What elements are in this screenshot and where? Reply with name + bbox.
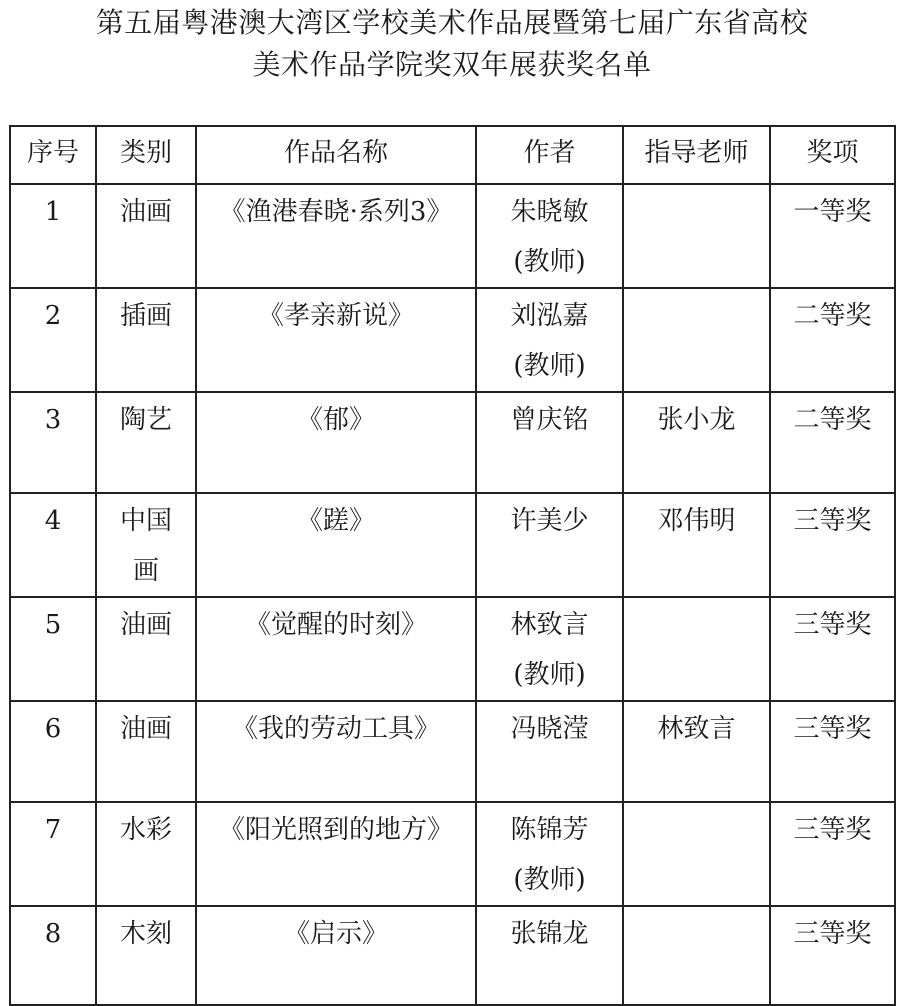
author-name: 刘泓嘉 <box>510 301 589 331</box>
author-note: (教师) <box>513 865 586 895</box>
cell-work: 《启示》 <box>196 906 476 1005</box>
header-work: 作品名称 <box>196 126 476 184</box>
category-text: 水彩 <box>119 815 172 845</box>
cell-advisor: 张小龙 <box>623 392 770 493</box>
category-text: 中国画 <box>119 506 172 586</box>
cell-advisor: 林致言 <box>623 701 770 802</box>
table-row <box>10 184 895 288</box>
header-author: 作者 <box>476 126 623 184</box>
cell-advisor <box>623 597 770 701</box>
table-row <box>10 392 895 493</box>
cell-award: 三等奖 <box>770 906 895 1005</box>
cell-author <box>476 184 623 288</box>
cell-no: 8 <box>10 906 96 1005</box>
category-text: 插画 <box>119 301 172 331</box>
cell-award: 三等奖 <box>770 802 895 906</box>
cell-category <box>96 906 196 1005</box>
header-category: 类别 <box>96 126 196 184</box>
author-name: 林致言 <box>510 610 589 640</box>
cell-author <box>476 701 623 802</box>
cell-no: 2 <box>10 288 96 392</box>
cell-category <box>96 184 196 288</box>
author-name: 张锦龙 <box>510 919 589 949</box>
cell-advisor <box>623 184 770 288</box>
cell-advisor: 邓伟明 <box>623 493 770 597</box>
table-header-row <box>10 126 895 184</box>
cell-category <box>96 288 196 392</box>
cell-author <box>476 802 623 906</box>
cell-work: 《渔港春晓·系列3》 <box>196 184 476 288</box>
category-text: 木刻 <box>119 919 172 949</box>
cell-category <box>96 493 196 597</box>
cell-work: 《蹉》 <box>196 493 476 597</box>
awards-table <box>9 125 896 1006</box>
category-text: 陶艺 <box>119 405 172 435</box>
cell-category <box>96 597 196 701</box>
author-name: 陈锦芳 <box>510 815 589 845</box>
cell-award: 三等奖 <box>770 597 895 701</box>
document-title <box>0 2 904 86</box>
cell-no: 4 <box>10 493 96 597</box>
cell-award: 一等奖 <box>770 184 895 288</box>
author-name: 曾庆铭 <box>510 405 589 435</box>
cell-no: 5 <box>10 597 96 701</box>
cell-no: 3 <box>10 392 96 493</box>
author-note: (教师) <box>513 247 586 277</box>
cell-award: 二等奖 <box>770 392 895 493</box>
title-line-2: 美术作品学院奖双年展获奖名单 <box>252 48 652 81</box>
cell-award: 三等奖 <box>770 493 895 597</box>
cell-award: 三等奖 <box>770 701 895 802</box>
table-row <box>10 906 895 1005</box>
cell-author <box>476 392 623 493</box>
cell-category <box>96 392 196 493</box>
author-name: 冯晓滢 <box>510 714 589 744</box>
author-note: (教师) <box>513 660 586 690</box>
cell-work: 《郁》 <box>196 392 476 493</box>
cell-category <box>96 802 196 906</box>
category-text: 油画 <box>119 610 172 640</box>
cell-advisor <box>623 288 770 392</box>
cell-work: 《孝亲新说》 <box>196 288 476 392</box>
cell-award: 二等奖 <box>770 288 895 392</box>
table-row <box>10 701 895 802</box>
title-line-1: 第五届粤港澳大湾区学校美术作品展暨第七届广东省高校 <box>95 6 809 39</box>
cell-no: 1 <box>10 184 96 288</box>
table-row <box>10 288 895 392</box>
cell-no: 6 <box>10 701 96 802</box>
cell-advisor <box>623 906 770 1005</box>
cell-work: 《觉醒的时刻》 <box>196 597 476 701</box>
author-note: (教师) <box>513 351 586 381</box>
header-no: 序号 <box>10 126 96 184</box>
cell-author <box>476 906 623 1005</box>
cell-work: 《我的劳动工具》 <box>196 701 476 802</box>
cell-work: 《阳光照到的地方》 <box>196 802 476 906</box>
category-text: 油画 <box>119 714 172 744</box>
cell-author <box>476 493 623 597</box>
cell-author <box>476 597 623 701</box>
cell-author <box>476 288 623 392</box>
header-award: 奖项 <box>770 126 895 184</box>
category-text: 油画 <box>119 197 172 227</box>
table-row <box>10 802 895 906</box>
author-name: 朱晓敏 <box>510 197 589 227</box>
table-row <box>10 597 895 701</box>
table-row <box>10 493 895 597</box>
author-name: 许美少 <box>510 506 589 536</box>
cell-no: 7 <box>10 802 96 906</box>
cell-category <box>96 701 196 802</box>
cell-advisor <box>623 802 770 906</box>
header-advisor: 指导老师 <box>623 126 770 184</box>
